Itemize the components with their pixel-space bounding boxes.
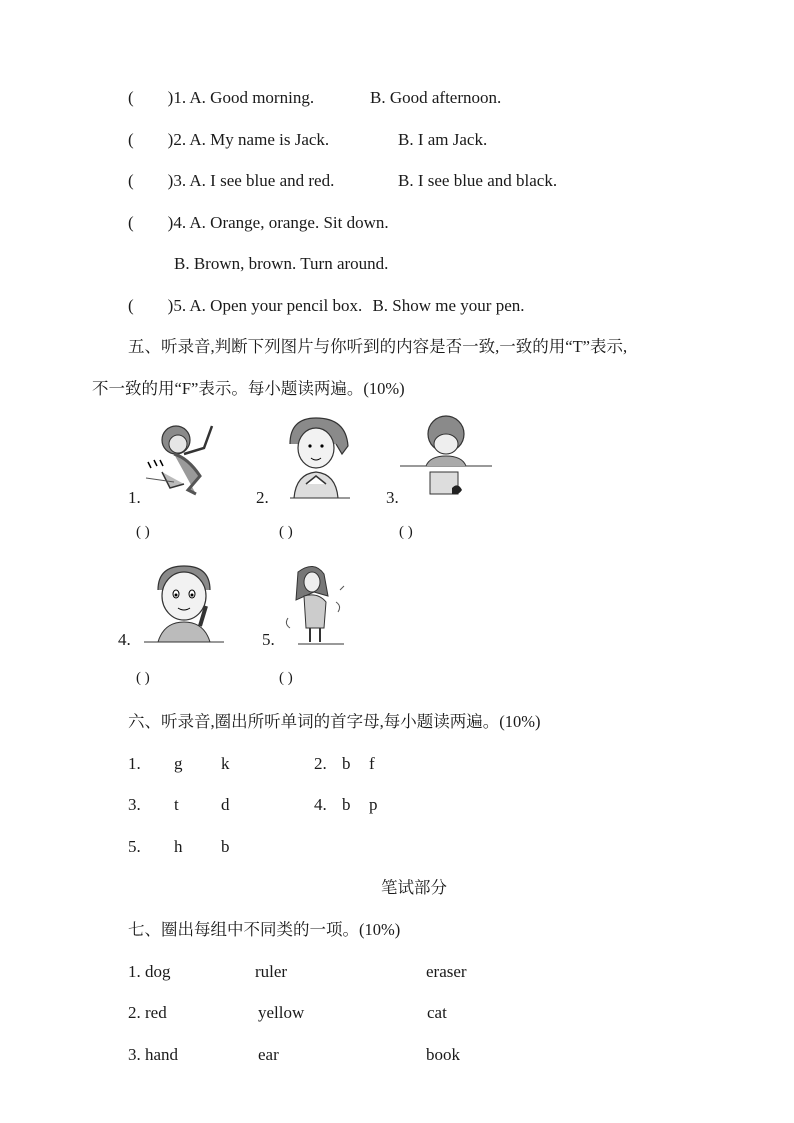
q7-3-option-1[interactable]: 3. hand	[128, 1045, 179, 1064]
q7-3-option-2[interactable]: ear	[258, 1045, 279, 1064]
q4-2-option-b: B. I am Jack.	[398, 130, 488, 149]
girl-clapping-picture	[276, 414, 352, 500]
section7-heading: 七、圈出每组中不同类的一项。(10%)	[128, 920, 401, 939]
q6-5-letter-2[interactable]: b	[221, 837, 230, 856]
q4-1-option-a: A. Good morning.	[189, 88, 315, 107]
q4-3-option-a: A. I see blue and red.	[189, 171, 335, 190]
picture-5-answer-blank[interactable]: ( )	[279, 670, 293, 686]
q4-5-close-paren: )	[167, 296, 174, 315]
q6-2-letter-2[interactable]: f	[369, 754, 375, 773]
q6-3-letter-1[interactable]: t	[174, 795, 179, 814]
child-opening-box-picture	[400, 412, 492, 502]
q7-2-option-3[interactable]: cat	[427, 1003, 447, 1022]
q6-4-number: 4.	[314, 795, 327, 814]
section5-heading-line2: 不一致的用“F”表示。每小题读两遍。(10%)	[92, 379, 405, 398]
q4-1-row	[128, 88, 314, 108]
written-part-title: 笔试部分	[381, 878, 447, 897]
q6-5-letter-1[interactable]: h	[174, 837, 183, 856]
q4-1-option-b: B. Good afternoon.	[370, 88, 502, 107]
section6-heading: 六、听录音,圈出所听单词的首字母,每小题读两遍。(10%)	[128, 712, 541, 731]
boy-jumping-picture	[144, 418, 228, 498]
picture-1-answer-blank[interactable]: ( )	[136, 524, 150, 540]
q4-3-close-paren: )	[167, 171, 174, 190]
q4-3-open-paren: (	[128, 171, 134, 190]
q6-3-letter-2[interactable]: d	[221, 795, 230, 814]
q4-4-close-paren: )	[167, 213, 174, 232]
girl-turning-around-picture	[284, 562, 348, 646]
q7-2-option-1[interactable]: 2. red	[128, 1003, 167, 1022]
q6-3-number: 3.	[128, 795, 141, 814]
q4-2-number: 2.	[173, 130, 187, 149]
picture-1-number: 1.	[128, 488, 141, 507]
q6-1-letter-1[interactable]: g	[174, 754, 183, 773]
q4-1-number: 1.	[173, 88, 187, 107]
q6-1-letter-2[interactable]: k	[221, 754, 230, 773]
q4-5-option-a: A. Open your pencil box.	[189, 296, 363, 315]
q4-4-open-paren: (	[128, 213, 134, 232]
q6-1-number: 1.	[128, 754, 141, 773]
q4-5-row	[128, 296, 525, 316]
q7-1-option-3[interactable]: eraser	[426, 962, 467, 981]
q6-2-number: 2.	[314, 754, 327, 773]
q7-3-option-3[interactable]: book	[426, 1045, 460, 1064]
q6-4-letter-1[interactable]: b	[342, 795, 351, 814]
boy-touching-ear-picture	[144, 562, 226, 644]
q4-1-open-paren: (	[128, 88, 134, 107]
q7-2-option-2[interactable]: yellow	[258, 1003, 305, 1022]
q4-3-number: 3.	[173, 171, 187, 190]
picture-5-number: 5.	[262, 630, 275, 649]
q4-5-open-paren: (	[128, 296, 134, 315]
q4-2-row	[128, 130, 329, 150]
q7-1-option-2[interactable]: ruler	[255, 962, 288, 981]
picture-3-number: 3.	[386, 488, 399, 507]
q4-4-row	[128, 213, 389, 233]
picture-4-answer-blank[interactable]: ( )	[136, 670, 150, 686]
picture-4-number: 4.	[118, 630, 131, 649]
picture-2-number: 2.	[256, 488, 269, 507]
q4-5-number: 5.	[173, 296, 187, 315]
q4-2-option-a: A. My name is Jack.	[189, 130, 330, 149]
q6-5-number: 5.	[128, 837, 141, 856]
q4-4-number: 4.	[173, 213, 187, 232]
q4-1-close-paren: )	[167, 88, 174, 107]
q4-4-option-a: A. Orange, orange. Sit down.	[189, 213, 389, 232]
section5-heading-line1: 五、听录音,判断下列图片与你听到的内容是否一致,一致的用“T”表示,	[128, 337, 628, 356]
q6-4-letter-2[interactable]: p	[369, 795, 378, 814]
q4-3-option-b: B. I see blue and black.	[398, 171, 558, 190]
picture-2-answer-blank[interactable]: ( )	[279, 524, 293, 540]
q4-5-option-b: B. Show me your pen.	[372, 296, 525, 315]
q6-2-letter-1[interactable]: b	[342, 754, 351, 773]
q4-4-option-b: B. Brown, brown. Turn around.	[174, 254, 389, 273]
q4-2-close-paren: )	[167, 130, 174, 149]
picture-3-answer-blank[interactable]: ( )	[399, 524, 413, 540]
q7-1-option-1[interactable]: 1. dog	[128, 962, 171, 981]
q4-3-row	[128, 171, 334, 191]
q4-2-open-paren: (	[128, 130, 134, 149]
